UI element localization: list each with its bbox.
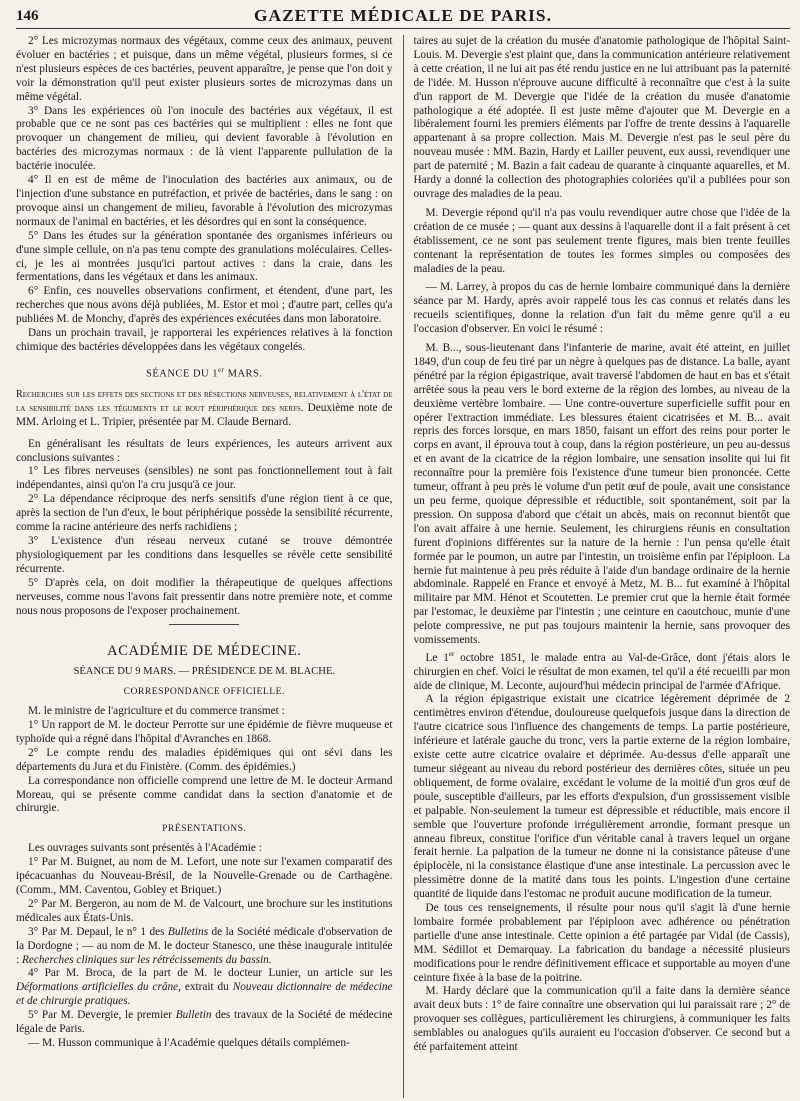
paragraph: 3° L'existence d'un réseau nerveux cutané se trouve démontrée physiologiquement par les conditions dans lesquelles se révèle cette sensibilité récurrente. (16, 534, 393, 575)
section-heading-seance-1: SÉANCE DU 1er MARS. (146, 365, 263, 380)
paragraph: M. Hardy déclare que la communication qu'il a faite dans la dernière séance avait deux buts : 1° de faire connaître une observation qui lui paraissait rare ; 2° de provoquer ses collègues, particulièrement les chirurgiens, à communiquer les faits semblables ou analogues qu'ils auraient eu l'occasion d'observer. Ce second but a été parfaitement atteint (413, 985, 791, 1054)
paragraph: — M. Husson communique à l'Académie quelques détails complémen- (28, 1036, 350, 1049)
paragraph: 1° Par M. Buignet, au nom de M. Lefort, une note sur l'examen comparatif des ipécacuanhas du Nouveau-Brésil, de la Nouvelle-Grenade ou de Carthagène. (Comm., MM. Caventou, Gobley et Briquet.) (16, 856, 393, 897)
paragraph: 2° La dépendance réciproque des nerfs sensitifs d'une région tient à ce que, après la section de l'un d'eux, le bout périphérique possède la sensibilité récurrente, comme la racine antérieure des nerfs rachidiens ; (16, 493, 393, 534)
paragraph: M. Devergie répond qu'il n'a pas voulu revendiquer autre chose que l'idée de la création de ce musée ; — quant aux dessins à l'aquarelle dont il a fait présent à cet établissement, ce ne sont pas seulement trente figures, mais bien trente feuilles contenant la représentation de toutes les formes simples ou composées des maladies de la peau. (413, 206, 791, 275)
column-divider (403, 35, 404, 1098)
paragraph: — M. Larrey, à propos du cas de hernie lombaire communiqué dans la dernière séance par M. Hardy, après avoir rappelé tous les cas connus et relatés dans les recueils scientifiques, donne la relation d'un fait du même genre qu'il a eu l'occasion d'observer. En voici le résumé : (413, 281, 791, 336)
page-header (16, 0, 790, 29)
session-heading: SÉANCE DU 9 MARS. — PRÉSIDENCE DE M. BLACHE. (73, 666, 336, 678)
paragraph: 5° Dans les études sur la génération spontanée des organismes inférieurs ou d'une simple cellule, on n'a pas tenu compte des granulations moléculaires. Celles-ci, je les ai montrées jusqu'ici partout actives : dans la craie, dans les fermentations, dans les végétaux et dans les animaux. (16, 229, 393, 284)
paragraph: 2° Le compte rendu des maladies épidémiques qui ont sévi dans les départements du Jura et du Finistère. (Comm. des épidémies.) (16, 746, 393, 773)
page-title: GAZETTE MÉDICALE DE PARIS. (254, 6, 552, 25)
paragraph: 1° Les fibres nerveuses (sensibles) ne sont pas fonctionnellement tout à fait indépendantes, ainsi qu'on l'a cru jusqu'à ce jour. (16, 465, 393, 492)
paragraph: Les ouvrages suivants sont présentés à l'Académie : (28, 842, 262, 855)
paragraph: 4° Par M. Broca, de la part de M. le docteur Lunier, un article sur les Déformations artificielles du crâne, extrait du Nouveau dictionnaire de médecine et de chirurgie pratiques. (16, 967, 393, 1008)
paragraph: 2° Par M. Bergeron, au nom de M. de Valcourt, une brochure sur les institutions médicales aux États-Unis. (16, 897, 393, 924)
paragraph: 5° D'après cela, on doit modifier la thérapeutique de quelques affections nerveuses, comme nous l'avons fait pressentir dans notre première note, et comme nous nous proposons de l'exposer prochainement. (16, 576, 393, 617)
paragraph: La correspondance non officielle comprend une lettre de M. le docteur Armand Moreau, qui se présente comme candidat dans la section d'anatomie et de chirurgie. (16, 774, 393, 815)
paragraph: taires au sujet de la création du musée d'anatomie pathologique de l'hôpital Saint-Louis. M. Devergie s'est plaint que, dans la communication antérieure relativement à cette création, il ne lui ait pas été rendu justice en ne lui attribuant pas la paternité de l'idée. M. Husson n'éprouve aucune difficulté à reconnaître que c'est à la suite d'un rapport de M. Devergie que l'idée de la création du musée d'anatomie pathologique a été adoptée. Il est juste même d'ajouter que M. Devergie en a libéralement fourni les premiers éléments par l'offre de trente dessins à l'aquarelle appartenant à sa propre collection. Mais M. Devergie n'est pas le seul père du nouveau musée : MM. Bazin, Hardy et Lailler peuvent, eux aussi, revendiquer une part de paternité ; M. Bazin a fait cadeau de quarante à cinquante aquarelles, et M. Hardy a donné la collection des photographies coloriées qu'il a publiées pour son ouvrage des maladies de la peau. (413, 35, 791, 200)
paragraph: De tous ces renseignements, il résulte pour nous qu'il s'agit là d'une hernie lombaire formée probablement par l'épiploon avec adhérence ou pénétration partielle d'une anse intestinale. Cette opinion a été partagée par Vidal (de Cassis), MM. Sédillot et Demarquay. La fabrication du bandage a nécessité plusieurs modifications pour le rendre définitivement efficace et supportable au moyen d'une ceinture fixée à la base de la poitrine. (413, 902, 791, 984)
presentations-heading: PRÉSENTATIONS. (162, 823, 247, 835)
academy-heading: ACADÉMIE DE MÉDECINE. (107, 643, 302, 660)
left-column (16, 35, 393, 1098)
paragraph: M. le ministre de l'agriculture et du commerce transmet : (28, 705, 285, 718)
correspondence-heading: CORRESPONDANCE OFFICIELLE. (123, 686, 285, 698)
paragraph: 6° Enfin, ces nouvelles observations confirment, et étendent, d'une part, les recherches que nous avons déjà publiées, M. Estor et moi ; d'autre part, celles qu'a publiées M. de Monchy, d'après des expériences exécutées dans mon laboratoire. (16, 285, 393, 326)
right-column (414, 35, 791, 1098)
paragraph: 3° Dans les expériences où l'on inocule des bactéries aux végétaux, il est probable que ce ne sont pas ces bactéries qui se multiplient : elles ne font que provoquer un changement de milieu, qui devient favorable à l'évolution en bactéries des microzymas normaux : de là vient l'apparente pullulation de la bactérie inoculée. (16, 104, 393, 173)
paragraph: En généralisant les résultats de leurs expériences, les auteurs arrivent aux conclusions suivantes : (16, 437, 393, 464)
paragraph: 1° Un rapport de M. le docteur Perrotte sur une épidémie de fièvre muqueuse et typhoïde qui a régné dans l'hôpital d'Avranches en 1868. (16, 719, 393, 745)
paragraph: 4° Il en est de même de l'inoculation des bactéries aux animaux, ou de l'injection d'une substance en putréfaction, et privée de bactéries, dans le sang : on provoque ainsi un changement de milieu, favorable à l'évolution des microzymas normaux de l'animal en bactéries, et les désordres qui en sont la conséquence. (16, 174, 393, 228)
paragraph: Dans un prochain travail, je rapporterai les expériences relatives à la fonction chimique des bactéries développées dans les végétaux congelés. (16, 327, 393, 353)
paragraph: 3° Par M. Depaul, le n° 1 des Bulletins de la Société médicale d'observation de la Dordogne ; — au nom de M. le docteur Stanesco, une thèse inaugurale intitulée : Recherches cliniques sur les rétrécissements du bassin. (16, 925, 393, 966)
columns (16, 29, 790, 1098)
page-number: 146 (16, 8, 39, 24)
paragraph: A la région épigastrique existait une cicatrice légèrement déprimée de 2 centimètres environ d'étendue, douloureuse quelquefois jusque dans la direction de l'autre cicatrice sous l'influence des changements de temps. La partie postérieure, inférieure et latérale gauche du tronc, vers la partie externe de la région lombaire, existe cette autre cicatrice ovalaire et déprimée. Au-dessus d'elle apparaît une tumeur siégeant au niveau du rebord postérieur des dernières côtes, située un peu obliquement, de forme ovalaire, excédant le volume de la moitié d'un gros œuf de poule, susceptible d'ailleurs, par les efforts d'expulsion, d'un grossissement visible et palpable. Non-seulement la tumeur est dépressible et réductible, mais encore il semble que l'ouverture profonde irrégulièrement arrondie, formant presque un anneau fibreux, constitue l'orifice d'un véritable canal à travers lequel un organe ferait hernie. La palpation de la tumeur ne donne ni la consistance pâteuse d'une épiplocèle, ni la consistance élastique d'une anse intestinale. La percussion avec le plessimètre donne de la matité dans tous les points. L'ingestion d'une certaine quantité de liquide dans l'estomac ne produit aucune modification de la tumeur. (413, 693, 791, 901)
paragraph: Le 1er octobre 1851, le malade entra au Val-de-Grâce, dont j'étais alors le chirurgien en chef. Voici le résultat de mon examen, tel qu'il a été recueilli par mon aide de clinique, M. Leconte, aujourd'hui médecin principal de l'armée d'Afrique. (413, 649, 791, 692)
paragraph: M. B..., sous-lieutenant dans l'infanterie de marine, avait été atteint, en juillet 1849, d'un coup de feu tiré par un nègre à quelques pas de distance. La balle, ayant pénétré par la région épigastrique, avait traversé l'abdomen de haut en bas et s'était arrêtée sous la peau vers le bord externe de la région des lombes, au niveau de la deuxième vertèbre lombaire. — Une contre-ouverture superficielle suffit pour en opérer l'extraction immédiate. Les blessures étaient cicatrisées et M. B... avait repris des forces lorsque, en mars 1850, faisant un effort des reins pour porter le corps en avant, il éprouva tout à coup, dans la région postérieure, un peu au-dessus et en avant de la cicatrice de la région lombaire, une sensation insolite qui lui fit reconnaître pour la première fois l'existence d'une tumeur bien prononcée. Cette tumeur, offrant à peu près le volume d'un petit œuf de poule, avait une consistance un peu ferme, quoique dépressible et réductible, soit spontanément, soit par la pression. On supposa d'abord que c'était un abcès, mais on reconnut bientôt que l'on avait affaire à une hernie. Seulement, les chirurgiens réunis en consultation furent d'opinions différentes sur la nature de la hernie : l'un pensa qu'elle était formée par le poumon, un autre par l'intestin, un troisième enfin par l'épiploon. La hernie fut maintenue à peu près réduite à l'aide d'un bandage ordinaire de la hernie abdominale. Rappelé en France et envoyé à Metz, M. B... fut examiné à l'hôpital militaire par MM. Hénot et Scoutetten. Le premier crut que la hernie était formée par l'estomac, le deuxième par l'intestin ; une ceinture en caoutchouc, munie d'une pelote compressive, ne put pas toujours maintenir la hernie, sans provoquer des vomissements. (413, 342, 791, 647)
paragraph: 2° Les microzymas normaux des végétaux, comme ceux des animaux, peuvent évoluer en bactéries ; et puisque, dans un même végétal, plusieurs formes, si ce n'est plusieurs espèces de ces bactéries, peuvent apparaître, je pense que l'on doit y voir la démonstration qu'il peut exister plusieurs sortes de microzymas dans un même végétal. (16, 35, 393, 103)
paragraph: 5° Par M. Devergie, le premier Bulletin des travaux de la Société de médecine légale de Paris. (16, 1009, 393, 1036)
abstract-title: Recherches sur les effets des sections et des résections nerveuses, relativement à l'état de la sensibilité dans les téguments et le bout périphérique des nerfs. Deuxième note de MM. Arloing et L. Tripier, présentée par M. Claude Bernard. (16, 389, 393, 428)
separator-rule (169, 624, 239, 625)
